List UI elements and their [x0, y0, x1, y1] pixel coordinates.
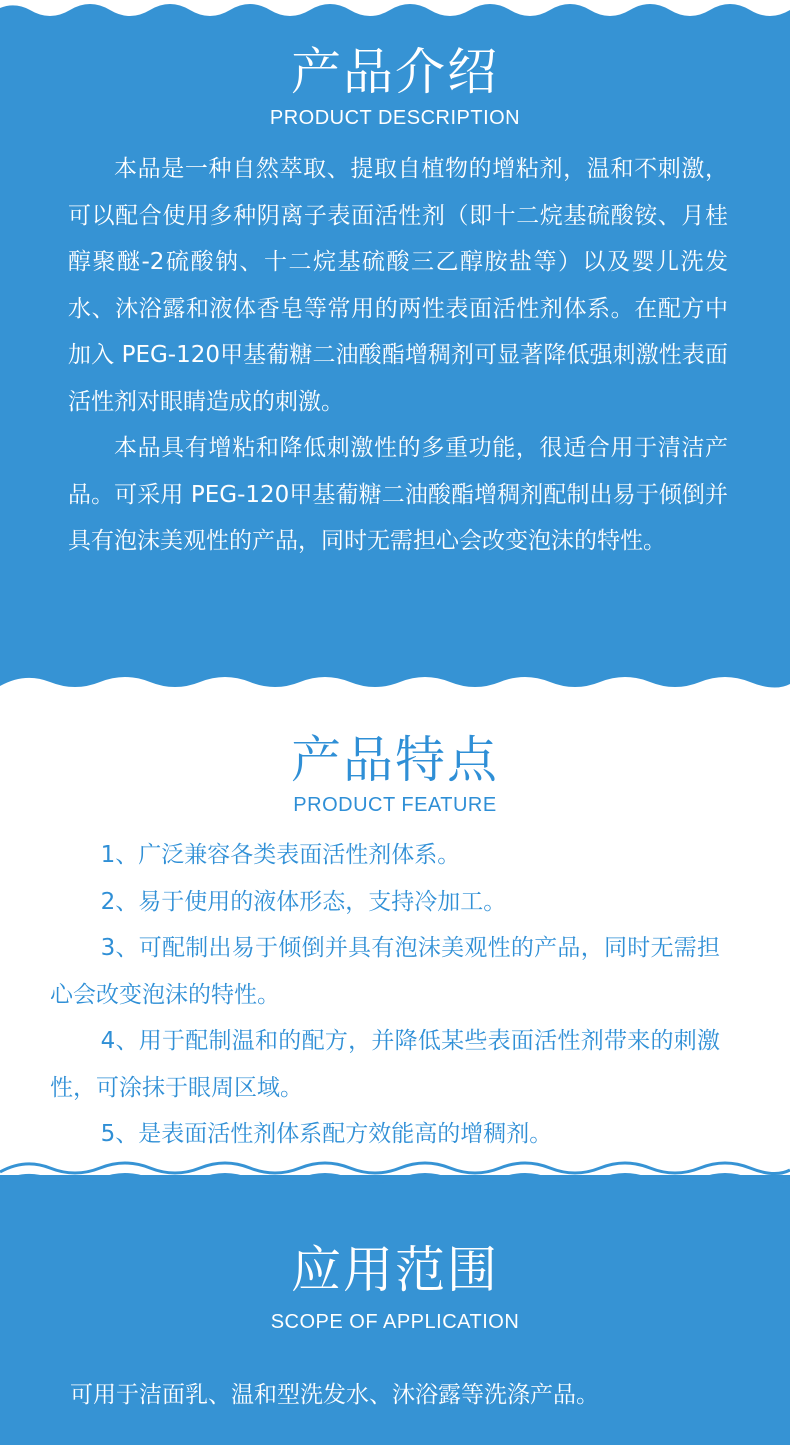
- intro-paragraph: 本品是一种自然萃取、提取自植物的增粘剂，温和不刺激，可以配合使用多种阴离子表面活性剂（即十二烷基硫酸铵、月桂醇聚醚-2硫酸钠、十二烷基硫酸三乙醇胺盐等）以及婴儿洗发水、沐浴露和液体香皂等常用的两性表面活性剂体系。在配方中加入 PEG-120甲基葡糖二油酸酯增稠剂可显著降低强刺激性表面活性剂对眼睛造成的刺激。: [68, 156, 728, 415]
- feature-item: 2、易于使用的液体形态，支持冷加工。: [100, 888, 507, 915]
- application-title: 应用范围: [291, 1241, 499, 1299]
- feature-item: 5、是表面活性剂体系配方效能高的增稠剂。: [100, 1121, 553, 1147]
- intro-title: 产品介绍: [291, 43, 499, 101]
- features-list: [50, 832, 720, 1158]
- features-subtitle: PRODUCT FEATURE: [293, 794, 497, 816]
- feature-item: 4、用于配制温和的配方，并降低某些表面活性剂带来的刺激性，可涂抹于眼周区域。: [50, 1028, 720, 1101]
- middle-wave-decoration: [0, 668, 790, 708]
- feature-item: 1、广泛兼容各类表面活性剂体系。: [100, 842, 461, 868]
- application-text: 可用于洁面乳、温和型洗发水、沐浴露等洗涤产品。: [70, 1382, 599, 1408]
- intro-body: [68, 146, 728, 565]
- application-body: [70, 1375, 760, 1415]
- intro-subtitle: PRODUCT DESCRIPTION: [269, 107, 521, 129]
- bottom-wave-decoration: [0, 1160, 790, 1200]
- application-subtitle: SCOPE OF APPLICATION: [270, 1311, 520, 1333]
- features-title: 产品特点: [291, 731, 499, 789]
- intro-paragraph: 本品具有增粘和降低刺激性的多重功能，很适合用于清洁产品。可采用 PEG-120甲基葡糖二油酸酯增稠剂配制出易于倾倒并具有泡沫美观性的产品，同时无需担心会改变泡沫的特性。: [68, 435, 728, 554]
- top-wave-decoration: [0, 0, 790, 30]
- feature-item: 3、可配制出易于倾倒并具有泡沫美观性的产品，同时无需担心会改变泡沫的特性。: [50, 935, 720, 1008]
